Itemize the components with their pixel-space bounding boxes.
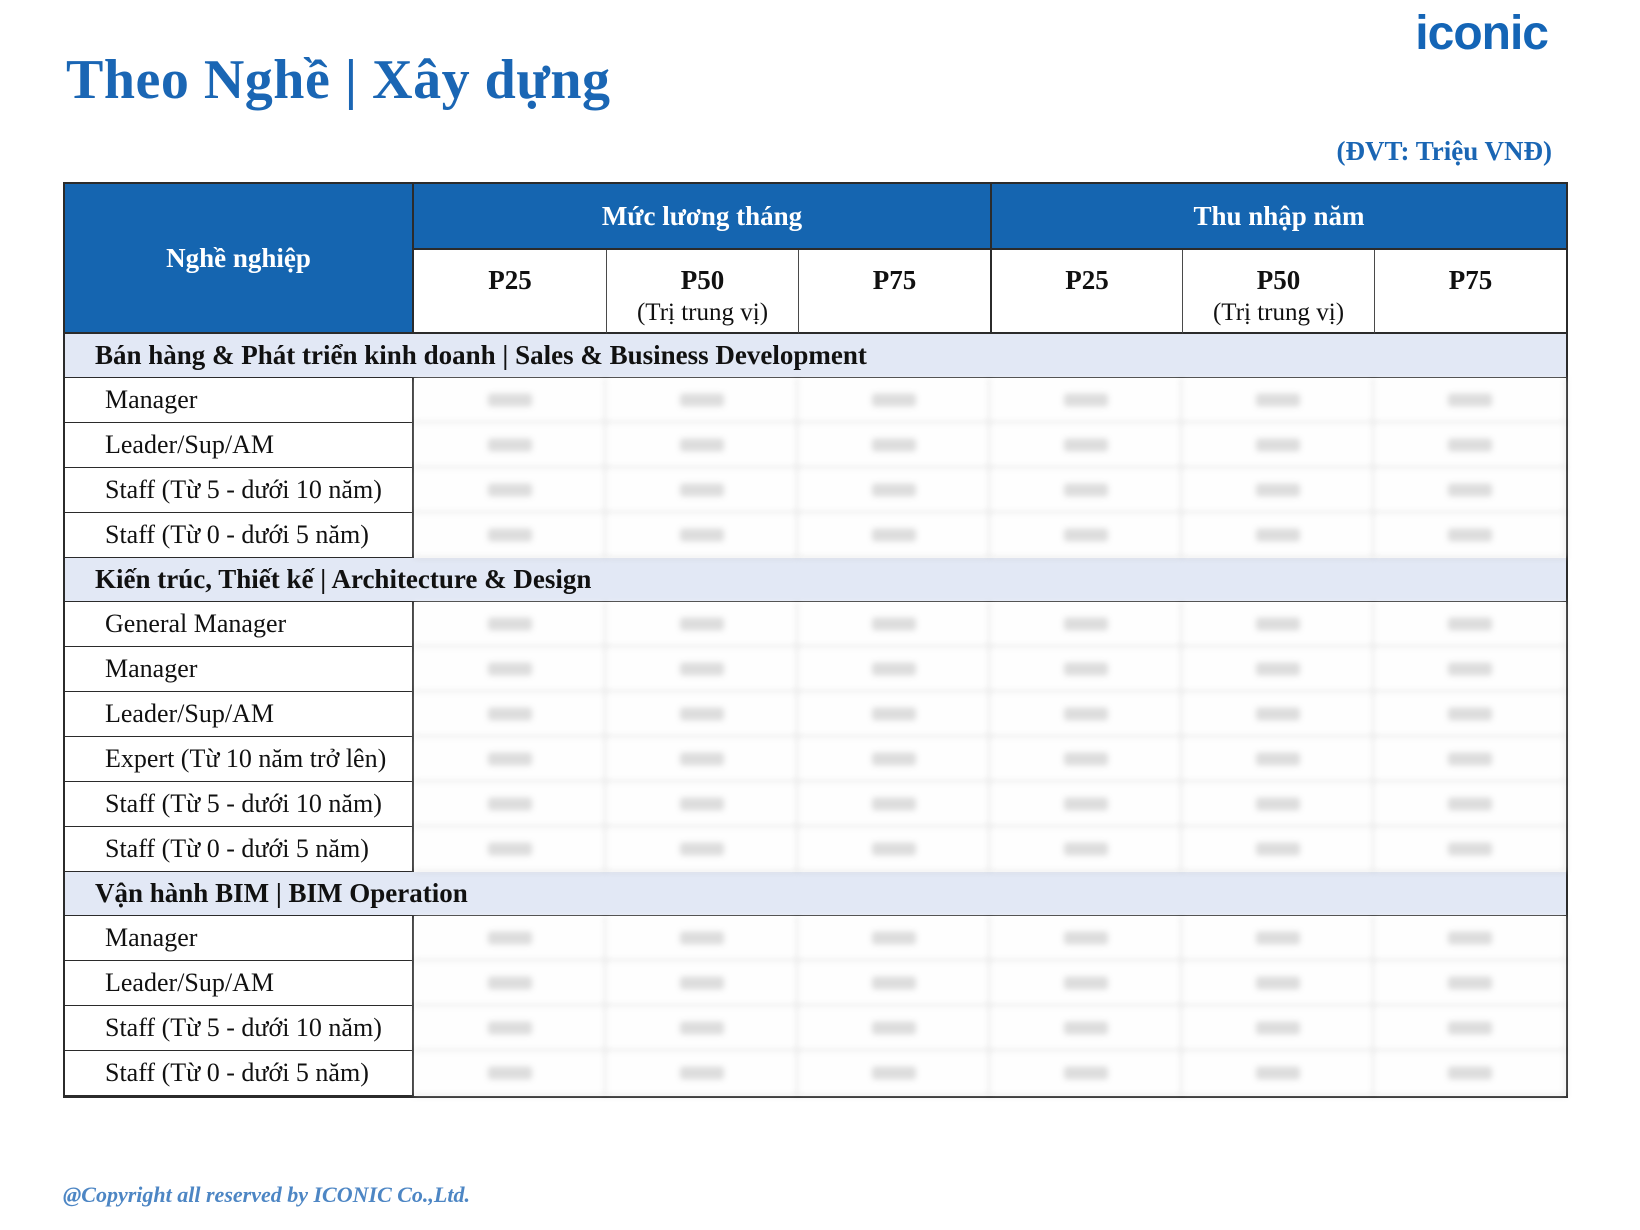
data-cell-blurred: [606, 692, 798, 737]
data-cell-blurred: [1374, 468, 1566, 513]
section-header-row: [65, 558, 1566, 602]
row-label: Leader/Sup/AM: [105, 968, 274, 997]
data-cell-blurred: [1374, 1051, 1566, 1096]
data-cell-blurred: [414, 916, 606, 961]
data-cell-blurred: [990, 916, 1182, 961]
data-cell-blurred: [1374, 602, 1566, 647]
data-cell-blurred: [414, 692, 606, 737]
row-label: Staff (Từ 0 - dưới 5 năm): [105, 520, 369, 549]
row-label: General Manager: [105, 609, 287, 638]
data-cell-blurred: [798, 423, 990, 468]
data-cell-blurred: [798, 602, 990, 647]
data-cell-blurred: [414, 961, 606, 1006]
data-cell-blurred: [606, 513, 798, 558]
subheader-p50-monthly: [606, 250, 798, 334]
data-cell-blurred: [990, 1051, 1182, 1096]
data-cell-blurred: [606, 737, 798, 782]
row-label-cell: [65, 602, 414, 647]
data-cell-blurred: [1182, 378, 1374, 423]
data-cell-blurred: [606, 468, 798, 513]
row-label: Staff (Từ 5 - dưới 10 năm): [105, 475, 382, 504]
section-header-row: [65, 872, 1566, 916]
row-label-cell: [65, 1006, 414, 1051]
data-cell-blurred: [414, 468, 606, 513]
row-label-cell: [65, 827, 414, 872]
row-label-cell: [65, 513, 414, 558]
group-header-monthly-salary: Mức lương tháng: [414, 184, 990, 250]
section-title: Vận hành BIM | BIM Operation: [95, 878, 468, 908]
data-cell-blurred: [1374, 782, 1566, 827]
data-cell-blurred: [606, 916, 798, 961]
data-cell-blurred: [798, 961, 990, 1006]
data-cell-blurred: [1182, 468, 1374, 513]
data-cell-blurred: [990, 378, 1182, 423]
data-cell-blurred: [1182, 916, 1374, 961]
subheader-label: P75: [872, 265, 917, 295]
data-cell-blurred: [798, 692, 990, 737]
data-cell-blurred: [606, 1006, 798, 1051]
data-cell-blurred: [1374, 1006, 1566, 1051]
row-label: Leader/Sup/AM: [105, 699, 274, 728]
data-cell-blurred: [1182, 647, 1374, 692]
data-cell-blurred: [1182, 737, 1374, 782]
row-label: Staff (Từ 5 - dưới 10 năm): [105, 1013, 382, 1042]
data-cell-blurred: [414, 513, 606, 558]
data-cell-blurred: [990, 782, 1182, 827]
row-label: Expert (Từ 10 năm trở lên): [105, 744, 387, 773]
unit-label: (ĐVT: Triệu VNĐ): [1336, 136, 1552, 166]
salary-table: [63, 182, 1568, 1098]
data-cell-blurred: [990, 513, 1182, 558]
subheader-p25-annual: [990, 250, 1182, 334]
row-label-cell: [65, 692, 414, 737]
data-cell-blurred: [414, 1051, 606, 1096]
data-cell-blurred: [414, 827, 606, 872]
data-cell-blurred: [798, 1006, 990, 1051]
data-cell-blurred: [1182, 692, 1374, 737]
profession-header-cell: Nghề nghiệp: [65, 184, 414, 334]
section-title: Kiến trúc, Thiết kế | Architecture & Design: [95, 564, 592, 594]
data-cell-blurred: [606, 827, 798, 872]
section-title: Bán hàng & Phát triển kinh doanh | Sales & Business Development: [95, 340, 867, 370]
subheader-label: P50: [1256, 265, 1301, 295]
data-cell-blurred: [798, 782, 990, 827]
row-label-cell: [65, 423, 414, 468]
row-label-cell: [65, 468, 414, 513]
row-label: Leader/Sup/AM: [105, 430, 274, 459]
row-label-cell: [65, 737, 414, 782]
subheader-note: (Trị trung vị): [1212, 299, 1345, 326]
data-cell-blurred: [414, 423, 606, 468]
data-cell-blurred: [798, 647, 990, 692]
data-cell-blurred: [990, 602, 1182, 647]
row-label-cell: [65, 378, 414, 423]
row-label-cell: [65, 782, 414, 827]
data-cell-blurred: [798, 1051, 990, 1096]
data-cell-blurred: [606, 782, 798, 827]
data-cell-blurred: [1182, 423, 1374, 468]
subheader-p50-annual: [1182, 250, 1374, 334]
data-cell-blurred: [990, 423, 1182, 468]
data-cell-blurred: [1374, 827, 1566, 872]
data-cell-blurred: [414, 602, 606, 647]
data-cell-blurred: [1182, 602, 1374, 647]
subheader-p75-annual: [1374, 250, 1566, 334]
subheader-label: P25: [488, 265, 532, 295]
subheader-label: P50: [680, 265, 725, 295]
data-cell-blurred: [990, 692, 1182, 737]
data-cell-blurred: [798, 513, 990, 558]
row-label: Manager: [105, 654, 198, 683]
subheader-p75-monthly: [798, 250, 990, 334]
data-cell-blurred: [1182, 1006, 1374, 1051]
data-cell-blurred: [414, 782, 606, 827]
data-cell-blurred: [1374, 961, 1566, 1006]
data-cell-blurred: [606, 647, 798, 692]
data-cell-blurred: [1182, 513, 1374, 558]
data-cell-blurred: [1182, 961, 1374, 1006]
data-cell-blurred: [990, 961, 1182, 1006]
data-cell-blurred: [606, 602, 798, 647]
data-cell-blurred: [606, 378, 798, 423]
data-cell-blurred: [1374, 737, 1566, 782]
data-cell-blurred: [414, 378, 606, 423]
data-cell-blurred: [606, 961, 798, 1006]
data-cell-blurred: [990, 737, 1182, 782]
subheader-p25-monthly: [414, 250, 606, 334]
subheader-note: (Trị trung vị): [636, 299, 769, 326]
group-header-annual-income: Thu nhập năm: [990, 184, 1566, 250]
data-cell-blurred: [1374, 378, 1566, 423]
data-cell-blurred: [1374, 647, 1566, 692]
row-label-cell: [65, 647, 414, 692]
row-label-cell: [65, 916, 414, 961]
data-cell-blurred: [990, 468, 1182, 513]
data-cell-blurred: [606, 1051, 798, 1096]
data-cell-blurred: [1374, 513, 1566, 558]
data-cell-blurred: [414, 1006, 606, 1051]
row-label-cell: [65, 961, 414, 1006]
data-cell-blurred: [606, 423, 798, 468]
data-cell-blurred: [990, 827, 1182, 872]
data-cell-blurred: [798, 737, 990, 782]
data-cell-blurred: [798, 378, 990, 423]
data-cell-blurred: [414, 647, 606, 692]
row-label-cell: [65, 1051, 414, 1096]
data-cell-blurred: [798, 916, 990, 961]
data-cell-blurred: [1374, 423, 1566, 468]
page-title: Theo Nghề | Xây dựng: [66, 49, 611, 111]
subheader-label: P25: [1065, 265, 1109, 295]
data-cell-blurred: [990, 647, 1182, 692]
data-cell-blurred: [414, 737, 606, 782]
copyright-footer: @Copyright all reserved by ICONIC Co.,Ltd.: [63, 1182, 470, 1207]
iconic-logo: iconic: [1415, 7, 1548, 60]
data-cell-blurred: [1182, 1051, 1374, 1096]
section-header-row: [65, 334, 1566, 378]
data-cell-blurred: [1182, 827, 1374, 872]
row-label: Staff (Từ 0 - dưới 5 năm): [105, 834, 369, 863]
row-label: Staff (Từ 5 - dưới 10 năm): [105, 789, 382, 818]
data-cell-blurred: [798, 468, 990, 513]
data-cell-blurred: [990, 1006, 1182, 1051]
data-cell-blurred: [798, 827, 990, 872]
data-cell-blurred: [1374, 916, 1566, 961]
row-label: Manager: [105, 385, 198, 414]
subheader-label: P75: [1448, 265, 1493, 295]
row-label: Staff (Từ 0 - dưới 5 năm): [105, 1058, 369, 1087]
data-cell-blurred: [1182, 782, 1374, 827]
data-cell-blurred: [1374, 692, 1566, 737]
row-label: Manager: [105, 923, 198, 952]
